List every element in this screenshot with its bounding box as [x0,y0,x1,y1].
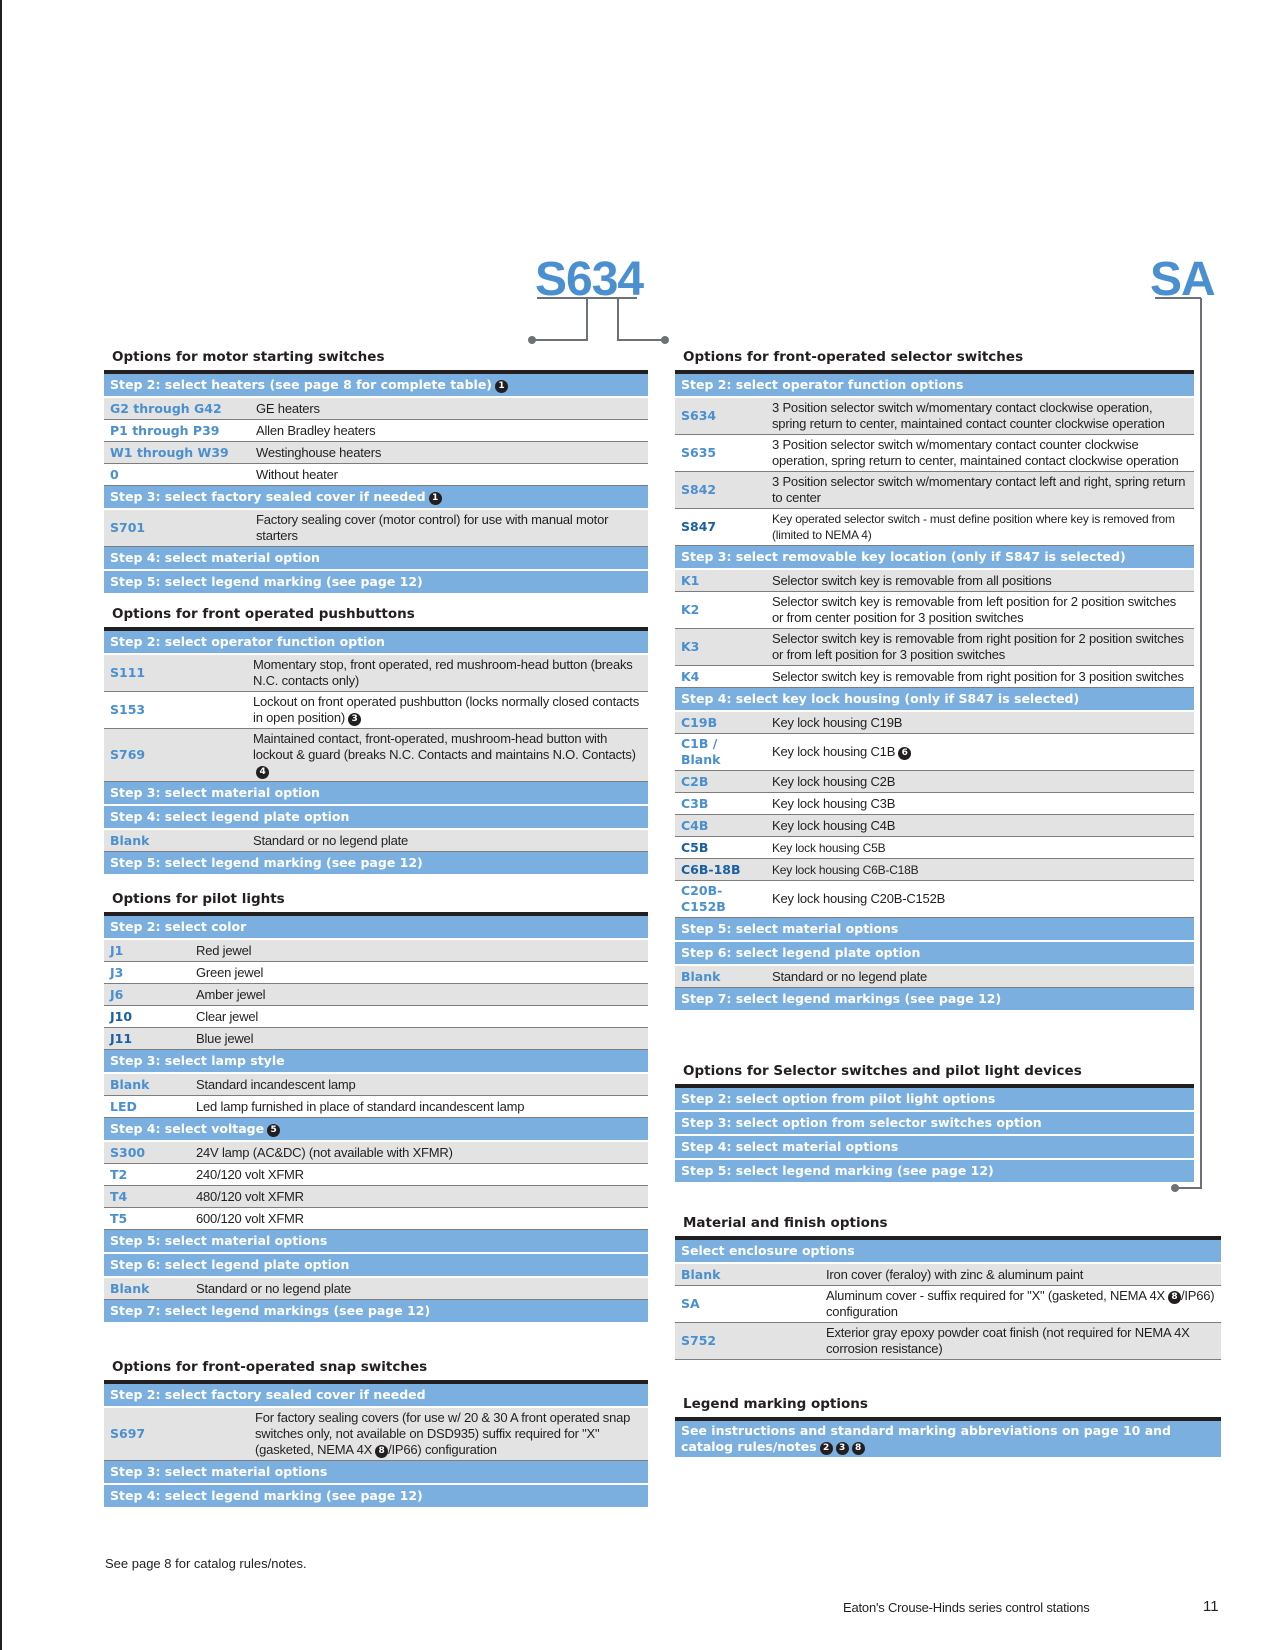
pilot-light-section [104,891,648,1324]
step-row: Step 4: select material option [104,547,648,571]
option-row: S634 3 Position selector switch w/momentary contact clockwise operation, spring return to center, maintained contact counter clockwise operation [675,397,1194,435]
step-row: Step 6: select legend plate option [675,941,1194,965]
code-s634-heading: S634 [535,253,644,306]
note-marker: 8 [852,1442,865,1455]
step-row: Step 2: select color [104,916,648,939]
note-marker: 1 [495,380,508,393]
option-row: Blank Iron cover (feraloy) with zinc & aluminum paint [675,1263,1221,1286]
section-title: Options for front-operated snap switches [104,1359,648,1384]
step-row: Step 4: select legend plate option [104,805,648,829]
option-row: Blank Standard or no legend plate [675,965,1194,988]
option-row: J3 Green jewel [104,962,648,984]
option-row: C5B Key lock housing C5B [675,837,1194,859]
step-row: Step 5: select legend marking (see page 12) [104,570,648,594]
brand-footer: Eaton's Crouse-Hinds series control stations [843,1600,1090,1615]
note-marker: 6 [898,747,911,760]
option-row: S847 Key operated selector switch - must define position where key is removed from (limited to NEMA 4) [675,509,1194,546]
legend-marking-section [675,1396,1221,1459]
option-row: S752 Exterior gray epoxy powder coat finish (not required for NEMA 4X corrosion resistance) [675,1323,1221,1360]
option-row: P1 through P39 Allen Bradley heaters [104,420,648,442]
step-row: Step 2: select operator function options [675,374,1194,397]
note-marker: 8 [1168,1291,1181,1304]
step-row: Step 4: select voltage 5 [104,1118,648,1142]
option-row: S842 3 Position selector switch w/momentary contact left and right, spring return to center [675,472,1194,509]
step-row: Step 2: select factory sealed cover if needed [104,1384,648,1407]
step-row: Step 3: select material option [104,782,648,806]
step-row: Step 2: select operator function option [104,631,648,654]
option-row: S635 3 Position selector switch w/momentary contact counter clockwise operation, spring return to center, maintained contact clockwise operation [675,435,1194,472]
step-row: Step 5: select legend marking (see page 12) [675,1159,1194,1183]
section-title: Legend marking options [675,1396,1221,1421]
note-marker: 4 [256,766,269,779]
note-marker: 5 [267,1124,280,1137]
option-row: K4 Selector switch key is removable from right position for 3 position switches [675,666,1194,688]
step-row: Step 3: select removable key location (only if S847 is selected) [675,546,1194,570]
option-row: K3 Selector switch key is removable from right position for 2 position switches or from left position for 3 position switches [675,629,1194,666]
note-marker: 1 [429,492,442,505]
option-row: T4 480/120 volt XFMR [104,1186,648,1208]
step-row: Step 5: select material options [104,1230,648,1254]
option-row: S300 24V lamp (AC&DC) (not available with XFMR) [104,1141,648,1164]
page-number: 11 [1203,1598,1219,1615]
option-row: SA Aluminum cover - suffix required for "X" (gasketed, NEMA 4X 8 /IP66) configuration [675,1286,1221,1323]
option-row: S153 Lockout on front operated pushbutton (locks normally closed contacts in open position) 3 [104,692,648,729]
option-row: K1 Selector switch key is removable from all positions [675,569,1194,592]
option-row: J1 Red jewel [104,939,648,962]
step-row: Step 7: select legend markings (see page 12) [104,1300,648,1324]
motor-switch-section [104,349,648,595]
section-title: Material and finish options [675,1215,1221,1240]
step-row: Step 3: select material options [104,1461,648,1485]
step-row: Step 3: select lamp style [104,1050,648,1074]
option-row: J11 Blue jewel [104,1028,648,1050]
step-row: Step 4: select material options [675,1135,1194,1159]
snap-switch-section [104,1359,648,1509]
note-marker: 3 [348,713,361,726]
selector-pilot-section [675,1063,1194,1184]
selector-switch-section [675,349,1194,1012]
option-row: G2 through G42 GE heaters [104,397,648,420]
step-row: Select enclosure options [675,1240,1221,1263]
step-row: Step 5: select legend marking (see page 12) [104,852,648,876]
option-row: 0 Without heater [104,464,648,486]
note-marker: 8 [375,1445,388,1458]
section-title: Options for Selector switches and pilot light devices [675,1063,1194,1088]
option-row: T5 600/120 volt XFMR [104,1208,648,1230]
option-row: C19B Key lock housing C19B [675,711,1194,734]
note-marker: 2 [820,1442,833,1455]
section-title: Options for front operated pushbuttons [104,606,648,631]
code-sa-heading: SA [1150,253,1215,306]
option-row: C20B-C152B Key lock housing C20B-C152B [675,881,1194,918]
section-title: Options for front-operated selector switches [675,349,1194,374]
option-row: Blank Standard or no legend plate [104,829,648,852]
option-row: J10 Clear jewel [104,1006,648,1028]
step-row: Step 4: select legend marking (see page 12) [104,1484,648,1508]
section-title: Options for pilot lights [104,891,648,916]
option-row: C2B Key lock housing C2B [675,771,1194,793]
step-row: Step 4: select key lock housing (only if S847 is selected) [675,688,1194,712]
option-row: T2 240/120 volt XFMR [104,1164,648,1186]
option-row: W1 through W39 Westinghouse heaters [104,442,648,464]
page-edge-line [0,0,2,1650]
option-row: C4B Key lock housing C4B [675,815,1194,837]
option-row: S769 Maintained contact, front-operated, mushroom-head button with lockout & guard (breaks N.C. Contacts and maintains N.O. Contacts)4 [104,729,648,782]
step-row: Step 3: select factory sealed cover if needed 1 [104,486,648,510]
option-row: J6 Amber jewel [104,984,648,1006]
option-row: K2 Selector switch key is removable from left position for 2 position switches or from center position for 3 position switches [675,592,1194,629]
step-row: See instructions and standard marking abbreviations on page 10 and catalog rules/notes 2 3 8 [675,1421,1221,1458]
step-row: Step 3: select option from selector switches option [675,1111,1194,1135]
option-row: S697 For factory sealing covers (for use w/ 20 & 30 A front operated snap switches only, not available on DSD935) suffix required for "X" (gasketed, NEMA 4X 8 /IP66) configuration [104,1407,648,1461]
option-row: C3B Key lock housing C3B [675,793,1194,815]
section-title: Options for motor starting switches [104,349,648,374]
catalog-note: See page 8 for catalog rules/notes. [105,1556,307,1571]
option-row: S111 Momentary stop, front operated, red mushroom-head button (breaks N.C. contacts only) [104,654,648,692]
step-row: Step 6: select legend plate option [104,1253,648,1277]
step-row: Step 2: select heaters (see page 8 for complete table) 1 [104,374,648,397]
note-marker: 3 [836,1442,849,1455]
option-row: Blank Standard or no legend plate [104,1277,648,1300]
pushbutton-section [104,606,648,876]
step-row: Step 2: select option from pilot light options [675,1088,1194,1111]
option-row: Blank Standard incandescent lamp [104,1073,648,1096]
option-row: C1B / Blank Key lock housing C1B 6 [675,734,1194,771]
option-row: S701 Factory sealing cover (motor control) for use with manual motor starters [104,509,648,547]
material-finish-section [675,1215,1221,1360]
option-row: C6B-18B Key lock housing C6B-C18B [675,859,1194,881]
option-row: LED Led lamp furnished in place of standard incandescent lamp [104,1096,648,1118]
step-row: Step 7: select legend markings (see page 12) [675,988,1194,1012]
step-row: Step 5: select material options [675,918,1194,942]
